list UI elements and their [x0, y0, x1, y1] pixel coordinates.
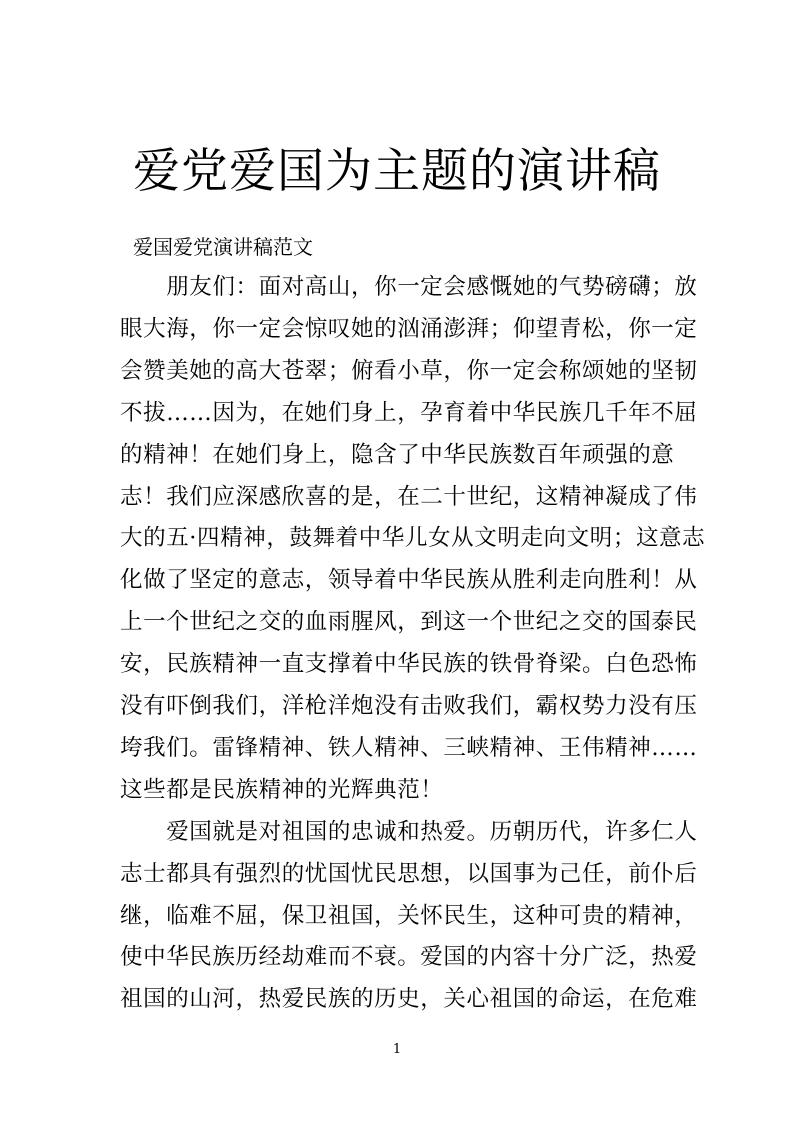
- text-line: 会赞美她的高大苍翠；俯看小草，你一定会称颂她的坚韧: [120, 357, 698, 384]
- text-line: 没有吓倒我们，洋枪洋炮没有击败我们，霸权势力没有压: [120, 693, 698, 719]
- text-line: 大的五·四精神，鼓舞着中华儿女从文明走向文明；这意志: [120, 525, 706, 552]
- text-line: 志！我们应深感欣喜的是，在二十世纪，这精神凝成了伟: [120, 483, 698, 510]
- page-number: 1: [392, 1042, 402, 1057]
- text-line: 的精神！在她们身上，隐含了中华民族数百年顽强的意: [120, 441, 675, 468]
- text-line: 化做了坚定的意志，领导着中华民族从胜利走向胜利！从: [120, 567, 698, 594]
- text-line: 安，民族精神一直支撑着中华民族的铁骨脊梁。白色恐怖: [120, 651, 698, 678]
- text-line: 眼大海，你一定会惊叹她的汹涌澎湃；仰望青松，你一定: [120, 315, 698, 342]
- document-title: 爱党爱国为主题的演讲稿: [133, 144, 661, 199]
- text-line: 不拔……因为，在她们身上，孕育着中华民族几千年不屈: [120, 399, 698, 426]
- document-subtitle: 爱国爱党演讲稿范文: [133, 235, 313, 259]
- text-line: 使中华民族历经劫难而不衰。爱国的内容十分广泛，热爱: [120, 944, 698, 971]
- text-line: 祖国的山河，热爱民族的历史，关心祖国的命运，在危难: [120, 986, 698, 1013]
- text-line: 爱国就是对祖国的忠诚和热爱。历朝历代，许多仁人: [120, 818, 698, 845]
- text-line: 朋友们：面对高山，你一定会感慨她的气势磅礴；放: [120, 274, 698, 300]
- text-line: 上一个世纪之交的血雨腥风，到这一个世纪之交的国泰民: [120, 609, 698, 636]
- text-line: 垮我们。雷锋精神、铁人精神、三峡精神、王伟精神……: [120, 734, 698, 761]
- text-line: 继，临难不屈，保卫祖国，关怀民生，这种可贵的精神，: [120, 902, 698, 929]
- text-line: 志士都具有强烈的忧国忧民思想，以国事为己任，前仆后: [120, 860, 698, 887]
- text-line: 这些都是民族精神的光辉典范！: [120, 776, 444, 803]
